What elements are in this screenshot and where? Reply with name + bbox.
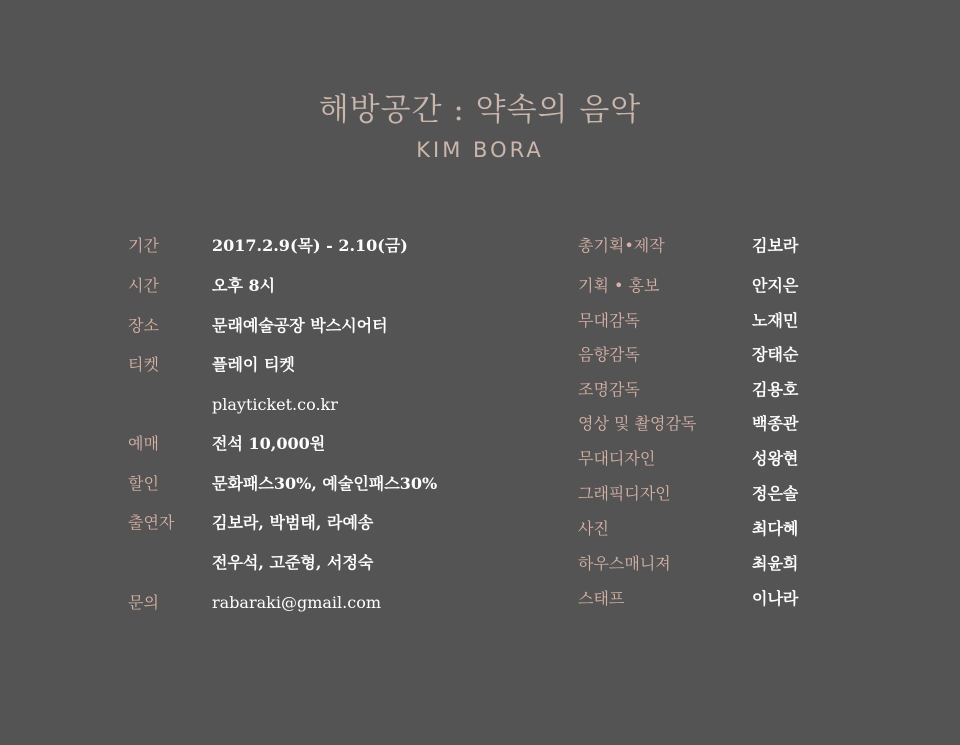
credit-name: 안지은 [752, 276, 799, 295]
info-row-period [128, 233, 488, 259]
credit-row [578, 273, 808, 299]
credit-role: 영상 및 촬영감독 [578, 414, 697, 433]
artist-name: KIM BORA [416, 138, 544, 162]
ticket-url-link[interactable]: playticket.co.kr [212, 395, 338, 414]
info-row-time [128, 273, 488, 299]
credit-role: 하우스매니져 [578, 554, 671, 573]
info-label: 문의 [128, 593, 159, 612]
info-label: 티켓 [128, 355, 159, 374]
info-row-cast [128, 510, 488, 536]
credit-role: 총기획•제작 [578, 236, 665, 255]
credit-row [578, 446, 808, 472]
credit-role: 기획 • 홍보 [578, 276, 660, 295]
info-value: 전석 10,000원 [212, 434, 326, 453]
info-row-venue [128, 313, 488, 339]
info-row-booking [128, 431, 488, 457]
credit-role: 스태프 [578, 589, 625, 608]
credit-name: 최다혜 [752, 519, 799, 538]
credit-row [578, 516, 808, 542]
credit-row [578, 342, 808, 368]
credit-role: 사진 [578, 519, 609, 538]
info-label: 할인 [128, 474, 159, 493]
info-value: 2017.2.9(목) - 2.10(금) [212, 236, 408, 255]
info-value: 문화패스30%, 예술인패스30% [212, 474, 438, 493]
credit-name: 최윤희 [752, 554, 799, 573]
credit-name: 성왕현 [752, 449, 799, 468]
credit-name: 김보라 [752, 236, 799, 255]
info-label: 출연자 [128, 513, 175, 532]
info-row-contact [128, 590, 488, 616]
credit-role: 그래픽디자인 [578, 484, 671, 503]
contact-email-link[interactable]: rabaraki@gmail.com [212, 593, 382, 612]
credit-name: 백종관 [752, 414, 799, 433]
info-value: 김보라, 박범태, 라예송 [212, 513, 374, 532]
credit-name: 이나라 [752, 589, 799, 608]
credit-name: 정은솔 [752, 484, 799, 503]
credit-role: 음향감독 [578, 345, 640, 364]
credit-name: 김용호 [752, 380, 799, 399]
credit-role: 조명감독 [578, 380, 640, 399]
credit-row [578, 586, 808, 612]
credit-role: 무대디자인 [578, 449, 656, 468]
credit-row [578, 377, 808, 403]
page-title: 해방공간 : 약속의 음악 [318, 92, 642, 128]
info-label: 시간 [128, 276, 159, 295]
info-value: 문래예술공장 박스시어터 [212, 316, 388, 335]
info-value: 오후 8시 [212, 276, 276, 295]
credit-row [578, 411, 808, 437]
info-label: 기간 [128, 236, 159, 255]
credit-row [578, 233, 808, 259]
info-label: 장소 [128, 316, 159, 335]
credit-role: 무대감독 [578, 311, 640, 330]
credit-row [578, 551, 808, 577]
credit-name: 노재민 [752, 311, 799, 330]
credit-name: 장태순 [752, 345, 799, 364]
info-row-ticket [128, 352, 488, 378]
credit-row [578, 481, 808, 507]
info-label: 예매 [128, 434, 159, 453]
info-row-cast-continued [128, 550, 488, 576]
credit-row [578, 308, 808, 334]
info-row-ticket-url [128, 392, 488, 418]
info-row-discount [128, 471, 488, 497]
info-value: 전우석, 고준형, 서정숙 [212, 553, 374, 572]
info-value: 플레이 티켓 [212, 355, 295, 374]
